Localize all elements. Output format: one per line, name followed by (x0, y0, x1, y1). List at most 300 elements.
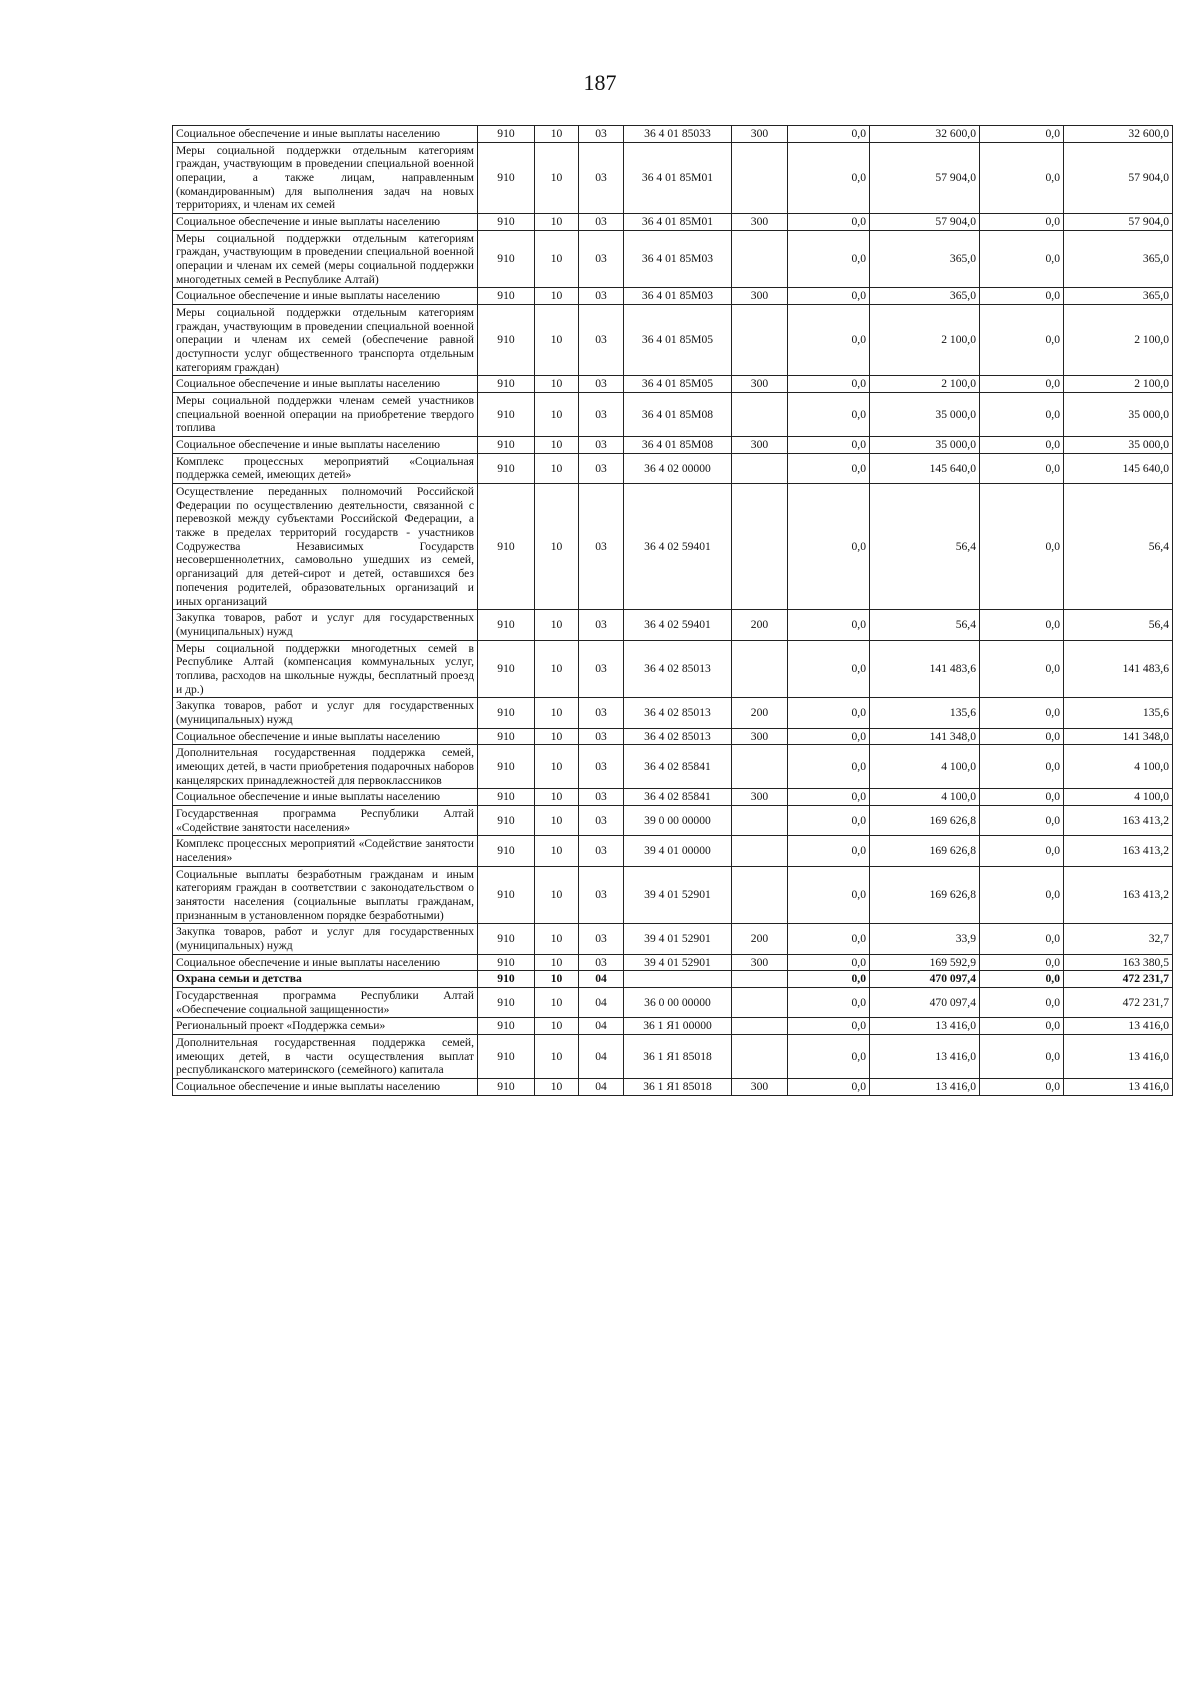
cell-amount-2: 13 416,0 (870, 1079, 980, 1096)
cell-amount-2: 141 348,0 (870, 728, 980, 745)
cell-subsection: 03 (579, 437, 624, 454)
cell-amount-4: 32 600,0 (1064, 126, 1173, 143)
cell-section: 10 (535, 745, 579, 789)
cell-grbs: 910 (478, 987, 535, 1017)
cell-target-article: 36 4 01 85М08 (624, 393, 732, 437)
table-row (173, 305, 1173, 376)
cell-expense-type: 300 (732, 954, 788, 971)
cell-amount-3: 0,0 (980, 305, 1064, 376)
cell-expense-type: 300 (732, 126, 788, 143)
table-row (173, 437, 1173, 454)
cell-expense-type: 300 (732, 789, 788, 806)
cell-amount-2: 141 483,6 (870, 640, 980, 698)
table-row (173, 698, 1173, 728)
cell-grbs: 910 (478, 640, 535, 698)
cell-amount-1: 0,0 (788, 1018, 870, 1035)
table-row (173, 288, 1173, 305)
cell-grbs: 910 (478, 142, 535, 213)
cell-amount-4: 56,4 (1064, 610, 1173, 640)
cell-amount-1: 0,0 (788, 305, 870, 376)
cell-amount-1: 0,0 (788, 376, 870, 393)
cell-amount-3: 0,0 (980, 924, 1064, 954)
cell-amount-4: 4 100,0 (1064, 789, 1173, 806)
cell-expense-type (732, 836, 788, 866)
cell-name: Региональный проект «Поддержка семьи» (173, 1018, 478, 1035)
cell-amount-3: 0,0 (980, 987, 1064, 1017)
cell-amount-1: 0,0 (788, 971, 870, 988)
cell-target-article: 39 4 01 00000 (624, 836, 732, 866)
cell-grbs: 910 (478, 836, 535, 866)
cell-name: Комплекс процессных мероприятий «Социальная поддержка семей, имеющих детей» (173, 453, 478, 483)
cell-amount-1: 0,0 (788, 1079, 870, 1096)
cell-name: Социальное обеспечение и иные выплаты населению (173, 789, 478, 806)
cell-grbs: 910 (478, 230, 535, 288)
cell-target-article: 39 4 01 52901 (624, 924, 732, 954)
cell-section: 10 (535, 142, 579, 213)
cell-expense-type: 300 (732, 437, 788, 454)
cell-section: 10 (535, 1079, 579, 1096)
cell-grbs: 910 (478, 745, 535, 789)
cell-section: 10 (535, 288, 579, 305)
cell-amount-3: 0,0 (980, 954, 1064, 971)
cell-amount-3: 0,0 (980, 1079, 1064, 1096)
cell-amount-2: 35 000,0 (870, 437, 980, 454)
cell-target-article: 39 4 01 52901 (624, 954, 732, 971)
cell-grbs: 910 (478, 126, 535, 143)
cell-amount-4: 163 413,2 (1064, 866, 1173, 924)
cell-amount-4: 57 904,0 (1064, 214, 1173, 231)
cell-amount-4: 13 416,0 (1064, 1034, 1173, 1078)
page-number: 187 (583, 70, 617, 95)
cell-target-article: 36 4 01 85М01 (624, 142, 732, 213)
cell-expense-type: 300 (732, 728, 788, 745)
cell-subsection: 03 (579, 393, 624, 437)
cell-expense-type: 200 (732, 610, 788, 640)
cell-subsection: 03 (579, 126, 624, 143)
cell-name: Социальное обеспечение и иные выплаты населению (173, 728, 478, 745)
cell-name: Социальные выплаты безработным гражданам и иным категориям граждан в соответствии с законодательством о занятости населения (социальные выплаты гражданам, признанным в установленном порядке безработными) (173, 866, 478, 924)
cell-amount-4: 163 380,5 (1064, 954, 1173, 971)
cell-target-article: 36 4 02 85013 (624, 728, 732, 745)
cell-grbs: 910 (478, 1079, 535, 1096)
cell-grbs: 910 (478, 288, 535, 305)
cell-amount-4: 365,0 (1064, 230, 1173, 288)
cell-amount-2: 470 097,4 (870, 987, 980, 1017)
cell-name: Осуществление переданных полномочий Российской Федерации по осуществлению деятельности, связанной с перевозкой между субъектами Российской Федерации, а также в пределах территорий государств - участников Содружества Независимых Государств несовершеннолетних, самовольно ушедших из семей, организаций для детей-сирот и детей, оставшихся без попечения родителей, образовательных организаций и иных организаций (173, 484, 478, 610)
cell-name: Меры социальной поддержки отдельным категориям граждан, участвующим в проведении специальной военной операции и членам их семей (меры социальной поддержки многодетных семей в Республике Алтай) (173, 230, 478, 288)
cell-amount-2: 4 100,0 (870, 789, 980, 806)
cell-amount-3: 0,0 (980, 698, 1064, 728)
cell-grbs: 910 (478, 610, 535, 640)
cell-amount-3: 0,0 (980, 1018, 1064, 1035)
cell-amount-3: 0,0 (980, 745, 1064, 789)
cell-amount-2: 169 592,9 (870, 954, 980, 971)
cell-amount-3: 0,0 (980, 1034, 1064, 1078)
cell-amount-3: 0,0 (980, 437, 1064, 454)
cell-target-article: 36 4 02 85013 (624, 640, 732, 698)
cell-subsection: 03 (579, 230, 624, 288)
cell-amount-1: 0,0 (788, 954, 870, 971)
cell-subsection: 03 (579, 924, 624, 954)
cell-amount-4: 163 413,2 (1064, 836, 1173, 866)
cell-amount-3: 0,0 (980, 142, 1064, 213)
cell-amount-1: 0,0 (788, 745, 870, 789)
cell-subsection: 04 (579, 987, 624, 1017)
cell-amount-4: 2 100,0 (1064, 376, 1173, 393)
cell-subsection: 03 (579, 453, 624, 483)
cell-name: Закупка товаров, работ и услуг для государственных (муниципальных) нужд (173, 698, 478, 728)
cell-amount-3: 0,0 (980, 789, 1064, 806)
cell-section: 10 (535, 610, 579, 640)
cell-name: Меры социальной поддержки отдельным категориям граждан, участвующим в проведении специальной военной операции и членам их семей (обеспечение равной доступности услуг общественного транспорта отдельным категориям граждан) (173, 305, 478, 376)
cell-amount-4: 13 416,0 (1064, 1079, 1173, 1096)
cell-target-article: 36 4 02 59401 (624, 610, 732, 640)
cell-amount-3: 0,0 (980, 230, 1064, 288)
cell-amount-2: 365,0 (870, 230, 980, 288)
cell-subsection: 04 (579, 1018, 624, 1035)
cell-amount-3: 0,0 (980, 836, 1064, 866)
cell-amount-3: 0,0 (980, 484, 1064, 610)
cell-amount-4: 163 413,2 (1064, 805, 1173, 835)
cell-amount-1: 0,0 (788, 214, 870, 231)
cell-amount-2: 13 416,0 (870, 1034, 980, 1078)
cell-amount-3: 0,0 (980, 640, 1064, 698)
cell-amount-4: 141 348,0 (1064, 728, 1173, 745)
cell-subsection: 04 (579, 971, 624, 988)
cell-amount-2: 57 904,0 (870, 142, 980, 213)
cell-amount-3: 0,0 (980, 288, 1064, 305)
cell-target-article: 36 4 01 85М03 (624, 288, 732, 305)
cell-target-article: 36 4 01 85033 (624, 126, 732, 143)
cell-name: Государственная программа Республики Алтай «Обеспечение социальной защищенности» (173, 987, 478, 1017)
cell-amount-4: 4 100,0 (1064, 745, 1173, 789)
cell-amount-1: 0,0 (788, 789, 870, 806)
cell-amount-4: 13 416,0 (1064, 1018, 1173, 1035)
table-row (173, 610, 1173, 640)
table-row (173, 805, 1173, 835)
cell-subsection: 03 (579, 728, 624, 745)
cell-subsection: 04 (579, 1079, 624, 1096)
cell-amount-2: 35 000,0 (870, 393, 980, 437)
cell-name: Охрана семьи и детства (173, 971, 478, 988)
cell-amount-1: 0,0 (788, 987, 870, 1017)
cell-amount-2: 135,6 (870, 698, 980, 728)
cell-amount-1: 0,0 (788, 1034, 870, 1078)
cell-subsection: 03 (579, 698, 624, 728)
cell-amount-4: 2 100,0 (1064, 305, 1173, 376)
cell-amount-2: 169 626,8 (870, 805, 980, 835)
table-row (173, 1018, 1173, 1035)
cell-name: Социальное обеспечение и иные выплаты населению (173, 214, 478, 231)
cell-expense-type (732, 484, 788, 610)
table-row (173, 924, 1173, 954)
cell-section: 10 (535, 971, 579, 988)
cell-expense-type: 300 (732, 376, 788, 393)
cell-name: Социальное обеспечение и иные выплаты населению (173, 1079, 478, 1096)
cell-expense-type: 300 (732, 1079, 788, 1096)
cell-section: 10 (535, 698, 579, 728)
cell-amount-4: 141 483,6 (1064, 640, 1173, 698)
cell-amount-2: 33,9 (870, 924, 980, 954)
cell-grbs: 910 (478, 728, 535, 745)
cell-target-article (624, 971, 732, 988)
table-body (173, 126, 1173, 1096)
table-row (173, 987, 1173, 1017)
cell-section: 10 (535, 954, 579, 971)
cell-section: 10 (535, 393, 579, 437)
cell-expense-type (732, 805, 788, 835)
cell-amount-1: 0,0 (788, 142, 870, 213)
cell-name: Социальное обеспечение и иные выплаты населению (173, 376, 478, 393)
cell-amount-2: 32 600,0 (870, 126, 980, 143)
cell-target-article: 39 4 01 52901 (624, 866, 732, 924)
cell-subsection: 03 (579, 836, 624, 866)
cell-amount-2: 2 100,0 (870, 305, 980, 376)
cell-section: 10 (535, 453, 579, 483)
cell-grbs: 910 (478, 805, 535, 835)
cell-name: Дополнительная государственная поддержка семей, имеющих детей, в части приобретения подарочных наборов канцелярских принадлежностей для первоклассников (173, 745, 478, 789)
cell-section: 10 (535, 1018, 579, 1035)
cell-grbs: 910 (478, 214, 535, 231)
cell-section: 10 (535, 805, 579, 835)
cell-name: Меры социальной поддержки многодетных семей в Республике Алтай (компенсация коммунальных услуг, топлива, расходов на школьные нужды, бесплатный проезд и др.) (173, 640, 478, 698)
cell-target-article: 39 0 00 00000 (624, 805, 732, 835)
cell-subsection: 03 (579, 214, 624, 231)
cell-grbs: 910 (478, 305, 535, 376)
cell-amount-1: 0,0 (788, 230, 870, 288)
cell-target-article: 36 4 01 85М03 (624, 230, 732, 288)
cell-amount-3: 0,0 (980, 393, 1064, 437)
cell-subsection: 03 (579, 954, 624, 971)
cell-amount-1: 0,0 (788, 437, 870, 454)
cell-section: 10 (535, 640, 579, 698)
cell-amount-3: 0,0 (980, 126, 1064, 143)
cell-target-article: 36 1 Я1 85018 (624, 1034, 732, 1078)
table-row (173, 484, 1173, 610)
cell-expense-type: 200 (732, 924, 788, 954)
cell-grbs: 910 (478, 866, 535, 924)
table-row (173, 126, 1173, 143)
cell-subsection: 03 (579, 789, 624, 806)
cell-amount-2: 56,4 (870, 610, 980, 640)
cell-amount-4: 35 000,0 (1064, 437, 1173, 454)
cell-amount-1: 0,0 (788, 453, 870, 483)
cell-target-article: 36 1 Я1 00000 (624, 1018, 732, 1035)
cell-section: 10 (535, 437, 579, 454)
cell-target-article: 36 0 00 00000 (624, 987, 732, 1017)
table-row (173, 836, 1173, 866)
cell-grbs: 910 (478, 954, 535, 971)
cell-amount-2: 145 640,0 (870, 453, 980, 483)
cell-amount-2: 470 097,4 (870, 971, 980, 988)
cell-amount-1: 0,0 (788, 924, 870, 954)
cell-expense-type: 300 (732, 214, 788, 231)
cell-amount-3: 0,0 (980, 610, 1064, 640)
cell-expense-type (732, 987, 788, 1017)
cell-subsection: 03 (579, 376, 624, 393)
cell-target-article: 36 4 02 00000 (624, 453, 732, 483)
cell-name: Государственная программа Республики Алтай «Содействие занятости населения» (173, 805, 478, 835)
cell-target-article: 36 4 01 85М01 (624, 214, 732, 231)
cell-amount-3: 0,0 (980, 214, 1064, 231)
cell-name: Закупка товаров, работ и услуг для государственных (муниципальных) нужд (173, 924, 478, 954)
cell-grbs: 910 (478, 453, 535, 483)
cell-amount-1: 0,0 (788, 484, 870, 610)
cell-subsection: 03 (579, 805, 624, 835)
cell-subsection: 03 (579, 640, 624, 698)
cell-amount-3: 0,0 (980, 971, 1064, 988)
cell-amount-4: 472 231,7 (1064, 971, 1173, 988)
cell-grbs: 910 (478, 1034, 535, 1078)
cell-target-article: 36 4 02 85841 (624, 789, 732, 806)
cell-amount-1: 0,0 (788, 393, 870, 437)
cell-amount-3: 0,0 (980, 453, 1064, 483)
cell-amount-2: 57 904,0 (870, 214, 980, 231)
cell-expense-type (732, 305, 788, 376)
cell-section: 10 (535, 836, 579, 866)
table-row (173, 954, 1173, 971)
table-row (173, 214, 1173, 231)
cell-section: 10 (535, 230, 579, 288)
cell-amount-1: 0,0 (788, 126, 870, 143)
cell-amount-4: 145 640,0 (1064, 453, 1173, 483)
cell-name: Комплекс процессных мероприятий «Содействие занятости населения» (173, 836, 478, 866)
cell-subsection: 04 (579, 1034, 624, 1078)
cell-amount-4: 472 231,7 (1064, 987, 1173, 1017)
cell-target-article: 36 4 01 85М05 (624, 305, 732, 376)
cell-name: Меры социальной поддержки отдельным категориям граждан, участвующим в проведении специальной военной операции, а также лицам, направленным (командированным) для выполнения задач на новых территориях, и членам их семей (173, 142, 478, 213)
cell-name: Социальное обеспечение и иные выплаты населению (173, 437, 478, 454)
cell-expense-type (732, 866, 788, 924)
cell-amount-3: 0,0 (980, 866, 1064, 924)
table-row (173, 1034, 1173, 1078)
table-row (173, 376, 1173, 393)
cell-grbs: 910 (478, 789, 535, 806)
cell-section: 10 (535, 728, 579, 745)
cell-expense-type (732, 393, 788, 437)
cell-target-article: 36 4 02 85841 (624, 745, 732, 789)
cell-subsection: 03 (579, 745, 624, 789)
cell-name: Социальное обеспечение и иные выплаты населению (173, 126, 478, 143)
cell-amount-1: 0,0 (788, 698, 870, 728)
cell-target-article: 36 4 02 85013 (624, 698, 732, 728)
cell-expense-type (732, 1018, 788, 1035)
cell-amount-1: 0,0 (788, 640, 870, 698)
cell-amount-4: 365,0 (1064, 288, 1173, 305)
budget-table (172, 125, 1173, 1096)
cell-amount-2: 169 626,8 (870, 836, 980, 866)
cell-expense-type (732, 142, 788, 213)
cell-target-article: 36 4 01 85М08 (624, 437, 732, 454)
cell-grbs: 910 (478, 437, 535, 454)
cell-amount-2: 13 416,0 (870, 1018, 980, 1035)
table-row (173, 453, 1173, 483)
cell-subsection: 03 (579, 305, 624, 376)
cell-expense-type (732, 230, 788, 288)
cell-amount-1: 0,0 (788, 610, 870, 640)
cell-subsection: 03 (579, 866, 624, 924)
cell-amount-4: 32,7 (1064, 924, 1173, 954)
cell-name: Дополнительная государственная поддержка семей, имеющих детей, в части осуществления выплат республиканского материнского (семейного) капитала (173, 1034, 478, 1078)
cell-section: 10 (535, 305, 579, 376)
cell-grbs: 910 (478, 924, 535, 954)
cell-subsection: 03 (579, 484, 624, 610)
table-row (173, 971, 1173, 988)
cell-section: 10 (535, 376, 579, 393)
cell-expense-type (732, 640, 788, 698)
cell-target-article: 36 4 01 85М05 (624, 376, 732, 393)
cell-section: 10 (535, 214, 579, 231)
cell-amount-1: 0,0 (788, 805, 870, 835)
cell-amount-2: 4 100,0 (870, 745, 980, 789)
cell-grbs: 910 (478, 971, 535, 988)
cell-subsection: 03 (579, 142, 624, 213)
table-row (173, 789, 1173, 806)
cell-section: 10 (535, 484, 579, 610)
cell-section: 10 (535, 1034, 579, 1078)
cell-amount-4: 135,6 (1064, 698, 1173, 728)
cell-subsection: 03 (579, 610, 624, 640)
cell-grbs: 910 (478, 1018, 535, 1035)
table-row (173, 745, 1173, 789)
cell-amount-2: 365,0 (870, 288, 980, 305)
cell-amount-3: 0,0 (980, 376, 1064, 393)
cell-section: 10 (535, 924, 579, 954)
cell-target-article: 36 4 02 59401 (624, 484, 732, 610)
cell-amount-4: 57 904,0 (1064, 142, 1173, 213)
table-row (173, 230, 1173, 288)
cell-amount-1: 0,0 (788, 836, 870, 866)
cell-amount-1: 0,0 (788, 728, 870, 745)
cell-expense-type: 300 (732, 288, 788, 305)
cell-name: Меры социальной поддержки членам семей участников специальной военной операции на приобретение твердого топлива (173, 393, 478, 437)
table-row (173, 142, 1173, 213)
cell-name: Социальное обеспечение и иные выплаты населению (173, 954, 478, 971)
cell-amount-2: 169 626,8 (870, 866, 980, 924)
cell-amount-2: 2 100,0 (870, 376, 980, 393)
cell-grbs: 910 (478, 698, 535, 728)
cell-amount-1: 0,0 (788, 866, 870, 924)
table-row (173, 640, 1173, 698)
cell-grbs: 910 (478, 484, 535, 610)
cell-grbs: 910 (478, 376, 535, 393)
cell-amount-3: 0,0 (980, 728, 1064, 745)
cell-section: 10 (535, 866, 579, 924)
table-row (173, 393, 1173, 437)
cell-amount-2: 56,4 (870, 484, 980, 610)
cell-name: Закупка товаров, работ и услуг для государственных (муниципальных) нужд (173, 610, 478, 640)
cell-name: Социальное обеспечение и иные выплаты населению (173, 288, 478, 305)
cell-amount-3: 0,0 (980, 805, 1064, 835)
cell-subsection: 03 (579, 288, 624, 305)
cell-grbs: 910 (478, 393, 535, 437)
table-row (173, 1079, 1173, 1096)
table-row (173, 866, 1173, 924)
cell-section: 10 (535, 126, 579, 143)
cell-expense-type (732, 971, 788, 988)
cell-expense-type (732, 453, 788, 483)
cell-amount-4: 56,4 (1064, 484, 1173, 610)
cell-section: 10 (535, 987, 579, 1017)
cell-expense-type (732, 1034, 788, 1078)
cell-target-article: 36 1 Я1 85018 (624, 1079, 732, 1096)
cell-amount-1: 0,0 (788, 288, 870, 305)
cell-expense-type (732, 745, 788, 789)
cell-amount-4: 35 000,0 (1064, 393, 1173, 437)
table-row (173, 728, 1173, 745)
cell-expense-type: 200 (732, 698, 788, 728)
cell-section: 10 (535, 789, 579, 806)
